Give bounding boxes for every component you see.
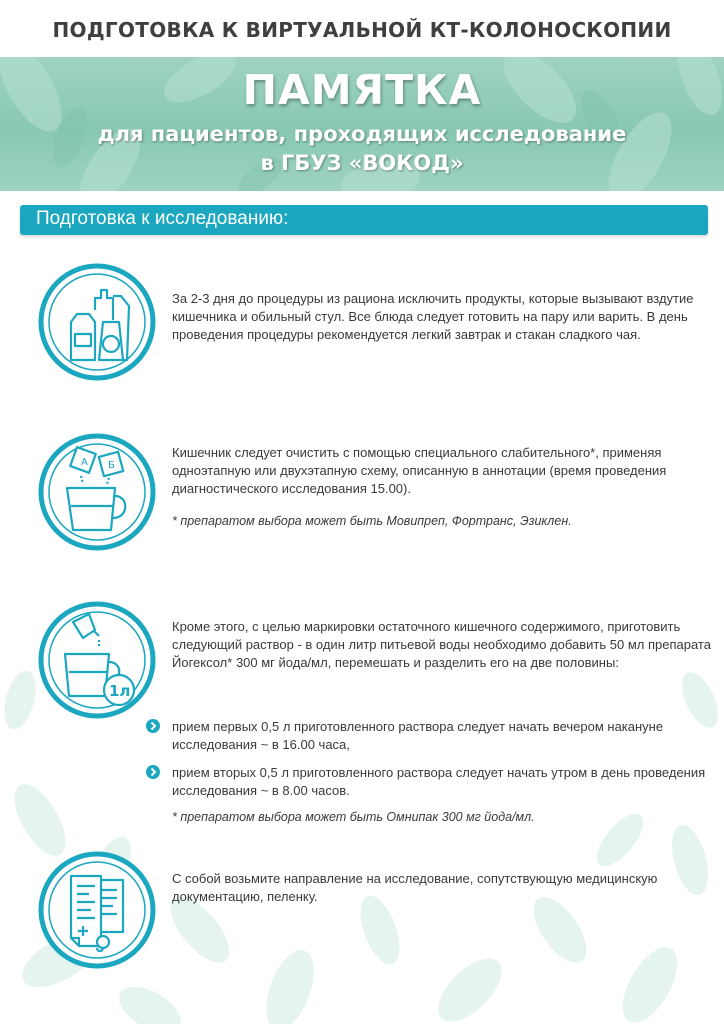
banner-title: ПАМЯТКА <box>242 66 482 114</box>
item-3-text-block <box>172 618 712 672</box>
contrast-jug-icon <box>37 600 157 720</box>
page-top-title: ПОДГОТОВКА К ВИРТУАЛЬНОЙ КТ-КОЛОНОСКОПИИ <box>52 18 672 42</box>
bullet-item-1 <box>146 718 706 758</box>
sachet-b-label: Б <box>108 460 115 471</box>
title-banner <box>0 57 724 191</box>
section-header <box>20 205 708 235</box>
item-2-text: Кишечник следует очистить с помощью специального слабительного*, применяя одноэтапную или двухэтапную схему, описанную в аннотации (время проведения диагностического исследования 15.00). <box>172 445 667 496</box>
documents-icon <box>37 850 157 970</box>
item-3-note: * препаратом выбора может быть Омнипак 300 мг йода/мл. <box>172 810 535 824</box>
bullet-1-text: прием первых 0,5 л приготовленного раствора следует начать вечером накануне исследования ~ в 16.00 часа, <box>172 719 664 752</box>
section-header-label: Подготовка к исследованию: <box>36 208 289 229</box>
item-1-text-block <box>172 290 712 344</box>
item-2-note: * препаратом выбора может быть Мовипреп, Фортранс, Эзиклен. <box>172 514 572 528</box>
item-1-text: За 2-3 дня до процедуры из рациона исключить продукты, которые вызывают вздутие кишечника и обильный стул. Все блюда следует готовить на пару или варить. В день проведения процедуры рекомендуется легкий завтрак и стакан сладкого чая. <box>172 291 694 342</box>
item-3-text: Кроме этого, с целью маркировки остаточного кишечного содержимого, приготовить следующий раствор - в один литр питьевой воды необходимо добавить 50 мл препарата Йогексол* 300 мг йода/мл, перемешать и разделить его на две половины: <box>172 619 711 670</box>
chevron-right-icon <box>146 719 160 733</box>
laxative-jug-icon <box>37 432 157 552</box>
liter-badge: 1л <box>109 682 131 700</box>
item-4-text: С собой возьмите направление на исследование, сопутствующую медицинскую документацию, пеленку. <box>172 871 658 904</box>
bullet-2-text: прием вторых 0,5 л приготовленного раствора следует начать утром в день проведения исследования ~ в 8.00 часов. <box>172 765 706 798</box>
groceries-icon <box>37 262 157 382</box>
banner-subtitle-1: для пациентов, проходящих исследование <box>97 122 627 146</box>
bullet-item-2 <box>146 764 706 804</box>
item-2-text-block <box>172 444 712 530</box>
sachet-a-label: А <box>81 457 88 468</box>
item-4-text-block <box>172 870 712 906</box>
banner-subtitle-2: в ГБУЗ «ВОКОД» <box>260 151 464 175</box>
chevron-right-icon <box>146 765 160 779</box>
